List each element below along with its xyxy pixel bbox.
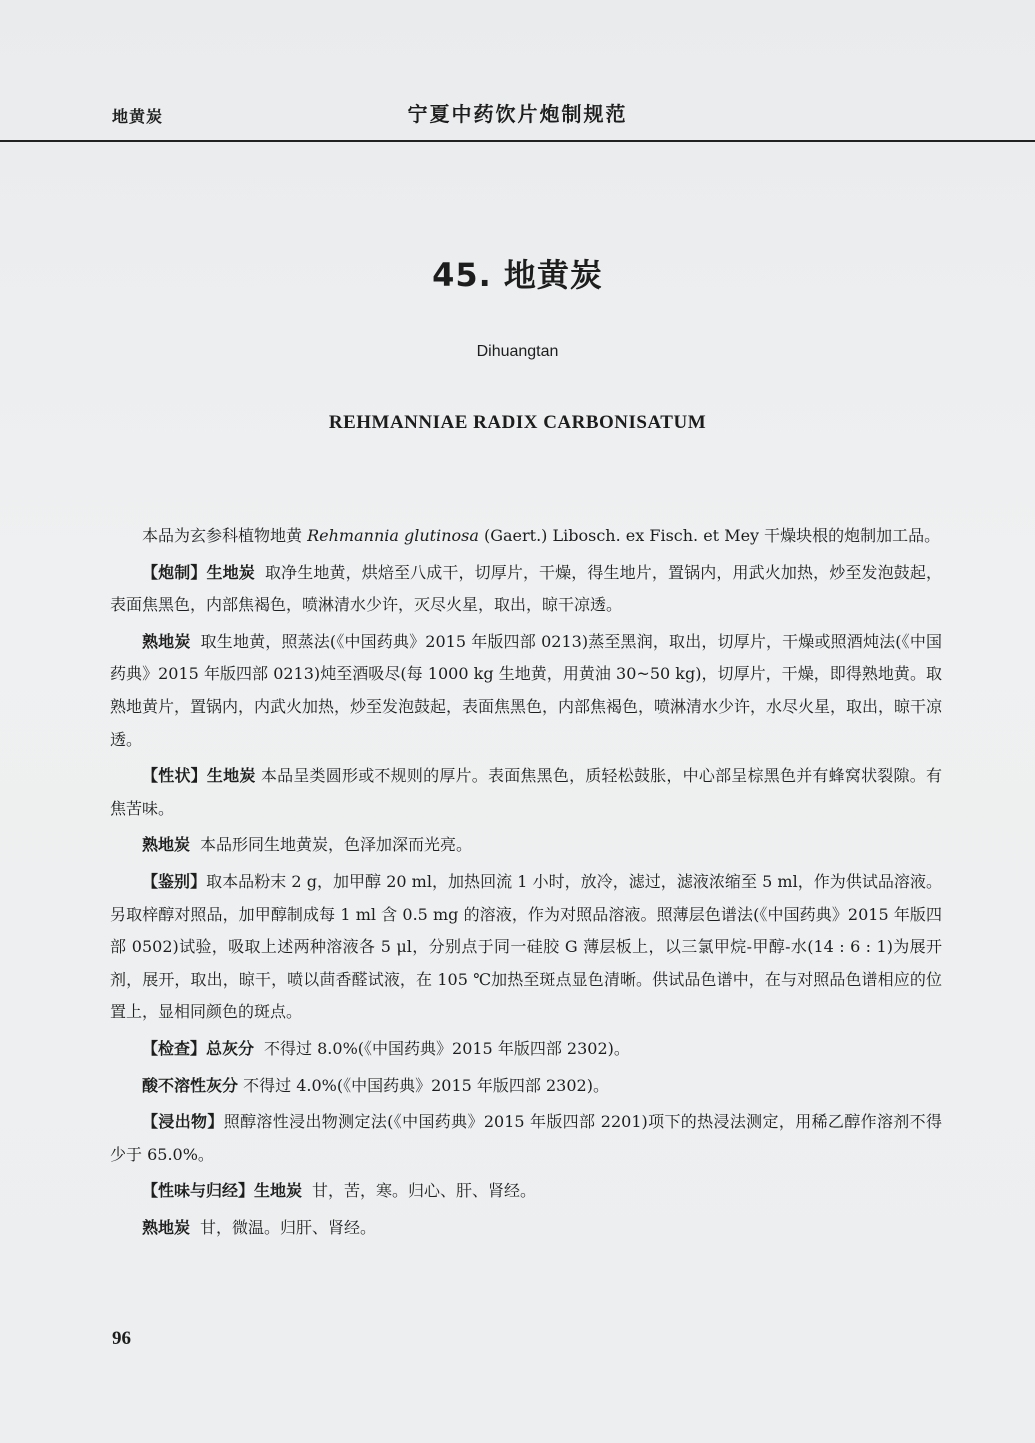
latin-name: REHMANNIAE RADIX CARBONISATUM — [328, 412, 707, 433]
paozhi-sheng-text: 取净生地黄，烘焙至八成干，切厚片，干燥，得生地片，置锅内，用武火加热，炒至发泡鼓起，表面焦黑色，内部焦褐色，喷淋清水少许，灭尽火星，取出，晾干凉透。 — [110, 562, 942, 615]
jiancha-ash-paragraph — [110, 1033, 942, 1066]
section-label-jinchu: 【浸出物】 — [142, 1112, 224, 1132]
xingwei-shu-text: 甘，微温。归肝、肾经。 — [200, 1217, 377, 1237]
intro-text-b: (Gaert.) Libosch. ex Fisch. et Mey 干燥块根的炮制加工品。 — [478, 526, 941, 545]
section-label-xingzhuang: 【性状】 — [142, 766, 207, 786]
sub-label-shu-3: 熟地炭 — [142, 1217, 191, 1237]
intro-text-a: 本品为玄参科植物地黄 — [142, 526, 303, 545]
xingwei-sheng-paragraph — [110, 1175, 942, 1208]
section-label-xingwei: 【性味与归经】 — [142, 1181, 255, 1201]
sub-label-sheng-3: 生地炭 — [254, 1181, 303, 1201]
species-name: Rehmannia glutinosa — [307, 526, 479, 545]
xingzhuang-shu-paragraph — [110, 829, 942, 862]
jinchu-text: 照醇溶性浸出物测定法(《中国药典》2015 年版四部 2201)项下的热浸法测定，用稀乙醇作溶剂不得少于 65.0%。 — [110, 1112, 942, 1164]
sub-label-sheng: 生地炭 — [206, 562, 255, 582]
paozhi-shu-paragraph — [110, 626, 942, 756]
paozhi-shu-text: 取生地黄，照蒸法(《中国药典》2015 年版四部 0213)蒸至黑润，取出，切厚片，干燥或照酒炖法(《中国药典》2015 年版四部 0213)炖至酒吸尽(每 1000 kg 生地黄，用黄油 30~50 kg)，切厚片，干燥，即得熟地黄。取熟地黄片，置锅内，内武火加热，炒至发泡鼓起，表面焦黑色，内部焦褐色，喷淋清水少许，水尽火星，取出，晾干凉透。 — [110, 631, 943, 749]
jianbie-text: 取本品粉末 2 g，加甲醇 20 ml，加热回流 1 小时，放冷，滤过，滤液浓缩至 5 ml，作为供试品溶液。另取梓醇对照品，加甲醇制成每 1 ml 含 0.5 mg 的溶液，作为对照品溶液。照薄层色谱法(《中国药典》2015 年版四部 0502)试验，吸取上述两种溶液各 5 μl，分别点于同一硅胶 G 薄层板上，以三氯甲烷-甲醇-水(14 : 6 : 1)为展开剂，展开，取出，晾干，喷以茴香醛试液，在 105 ℃加热至斑点显色清晰。供试品色谱中，在与对照品色谱相应的位置上，显相同颜色的斑点。 — [110, 871, 942, 1022]
sub-label-sheng-2: 生地炭 — [206, 766, 256, 786]
jinchu-paragraph — [110, 1106, 942, 1171]
sub-label-shu-2: 熟地炭 — [142, 835, 191, 855]
xingzhuang-sheng-paragraph — [110, 760, 942, 825]
monograph-title: 45. 地黄炭 — [432, 256, 603, 294]
jiancha-acid-text: 不得过 4.0%(《中国药典》2015 年版四部 2302)。 — [243, 1075, 609, 1095]
jianbie-paragraph — [110, 866, 942, 1029]
jiancha-ash-text: 不得过 8.0%(《中国药典》2015 年版四部 2302)。 — [264, 1038, 630, 1058]
section-label-jiancha: 【检查】 — [142, 1038, 207, 1058]
header-rule — [0, 140, 1035, 142]
sub-label-shu: 熟地炭 — [142, 631, 191, 651]
monograph-body — [110, 520, 942, 1248]
paozhi-sheng-paragraph — [110, 557, 942, 622]
xingwei-sheng-text: 甘，苦，寒。归心、肝、肾经。 — [312, 1181, 537, 1201]
section-label-paozhi: 【炮制】 — [142, 562, 207, 582]
sub-label-acid-ash: 酸不溶性灰分 — [142, 1075, 239, 1095]
xingzhuang-sheng-text: 本品呈类圆形或不规则的厚片。表面焦黑色，质轻松鼓胀，中心部呈棕黑色并有蜂窝状裂隙。有焦苦味。 — [110, 766, 942, 818]
xingwei-shu-paragraph — [110, 1212, 942, 1245]
intro-paragraph — [110, 520, 942, 553]
running-header-left: 地黄炭 — [112, 107, 164, 126]
pinyin-name: Dihuangtan — [476, 343, 559, 360]
page-number: 96 — [112, 1328, 131, 1349]
sub-label-ash: 总灰分 — [206, 1038, 255, 1058]
xingzhuang-shu-text: 本品形同生地黄炭，色泽加深而光亮。 — [200, 835, 473, 855]
running-header-title: 宁夏中药饮片炮制规范 — [407, 102, 628, 126]
jiancha-acid-paragraph — [110, 1070, 942, 1103]
section-label-jianbie: 【鉴别】 — [142, 871, 207, 891]
